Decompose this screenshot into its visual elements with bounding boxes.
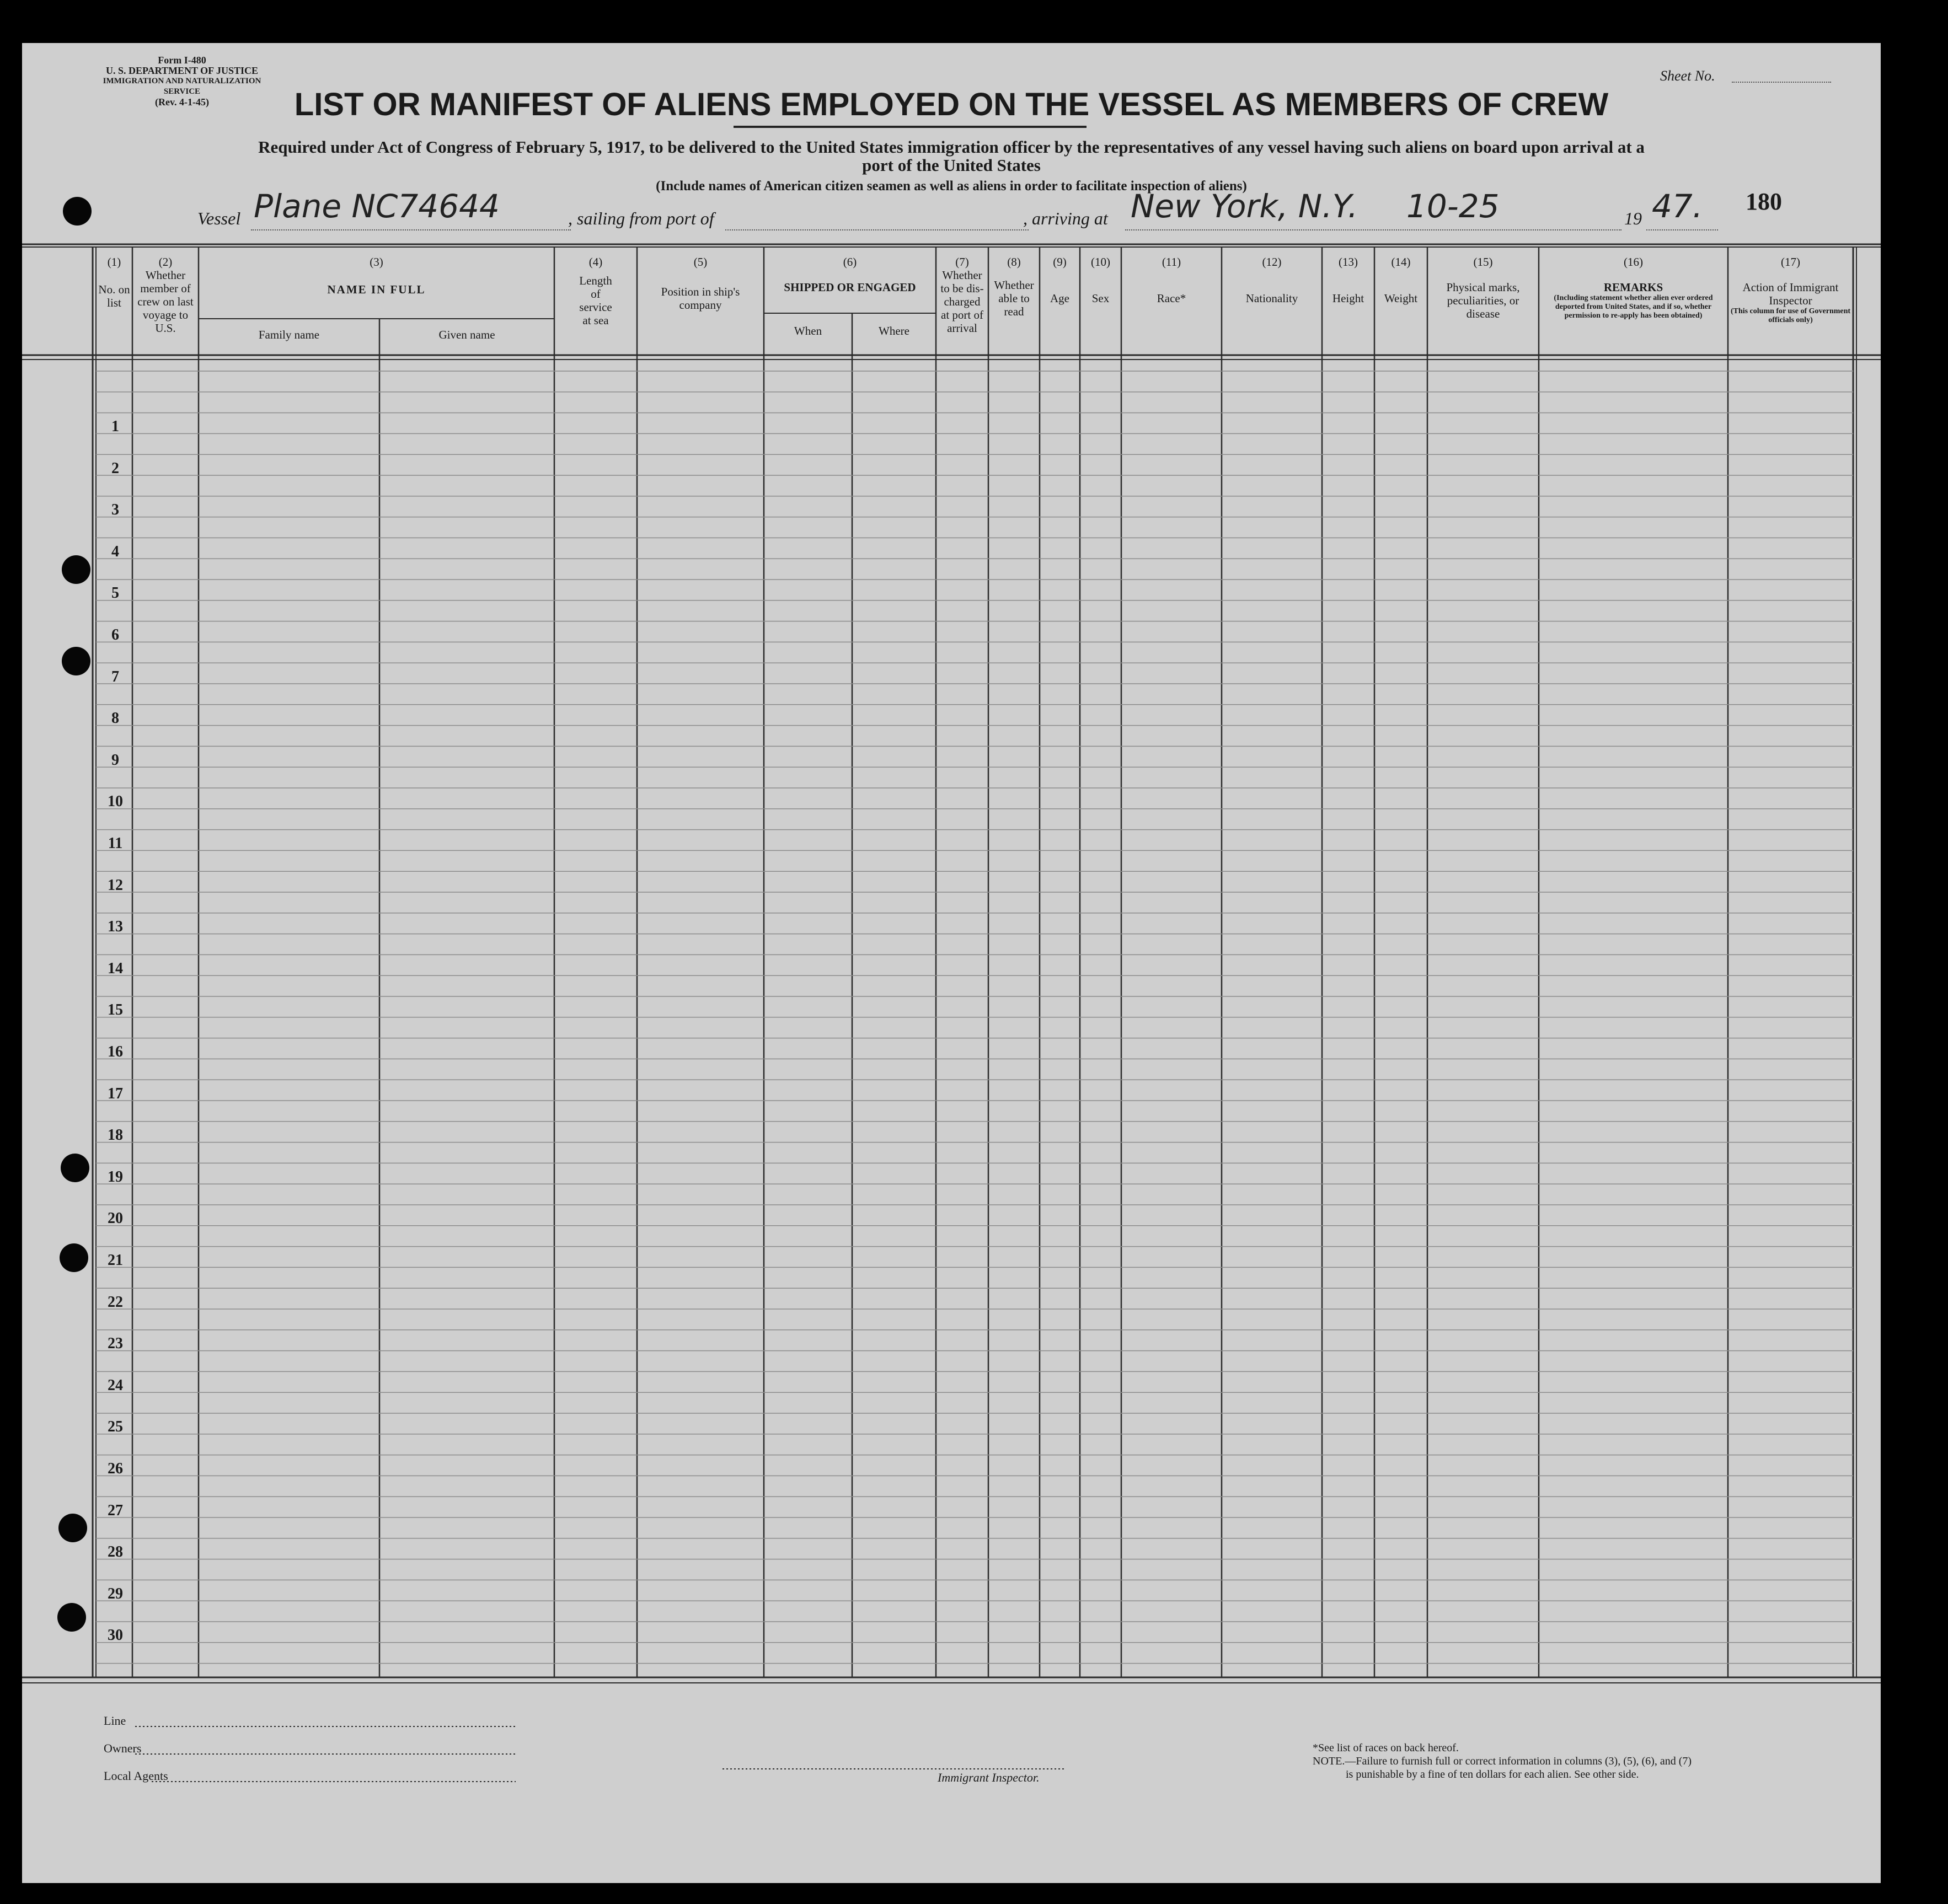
col-11-number: (11) — [1162, 255, 1181, 269]
row-number: 15 — [108, 1001, 123, 1019]
row-number: 3 — [111, 501, 119, 519]
row-number: 4 — [111, 543, 119, 560]
col-17-number: (17) — [1781, 255, 1800, 269]
year-prefix: 19 — [1624, 208, 1642, 228]
punch-hole — [63, 197, 92, 226]
col-3-header — [199, 255, 554, 296]
col-8-label: Whether able to read — [994, 278, 1034, 318]
punch-hole — [58, 1514, 87, 1542]
footer-note — [1313, 1741, 1692, 1781]
row-number: 8 — [111, 710, 119, 727]
include-note: (Include names of American citizen seamen as well as aliens in order to facilitate inspection of aliens) — [656, 179, 1247, 194]
row-number: 5 — [111, 584, 119, 602]
row-number: 10 — [108, 793, 123, 811]
row-number: 13 — [108, 918, 123, 936]
punch-hole — [62, 647, 90, 675]
sailing-label: , sailing from port of — [568, 208, 714, 228]
row-number: 9 — [111, 751, 119, 769]
col-17-header — [1728, 255, 1853, 325]
subtitle-line-2: port of the United States — [862, 155, 1041, 175]
form-number: Form I-480 — [158, 55, 206, 66]
col-10-header — [1080, 255, 1121, 305]
row-number: 12 — [108, 876, 123, 894]
col-12-header — [1222, 255, 1322, 305]
service: IMMIGRATION AND NATURALIZATION SERVICE — [103, 77, 261, 96]
col-5-number: (5) — [693, 255, 708, 269]
arriving-value[interactable]: New York, N.Y. — [1131, 187, 1358, 225]
col-10-label: Sex — [1091, 292, 1110, 305]
year-value[interactable]: 47. — [1652, 187, 1703, 225]
col-4-number: (4) — [588, 255, 603, 269]
col-17-note: (This column for use of Government officials only) — [1730, 307, 1851, 324]
col-7-header — [936, 255, 988, 335]
col-16-label: REMARKS — [1603, 281, 1663, 294]
col-9-number: (9) — [1053, 255, 1067, 269]
row-number: 26 — [108, 1460, 123, 1477]
col-4-header — [554, 255, 637, 327]
row-number: 25 — [108, 1418, 123, 1436]
col-13-label: Height — [1332, 292, 1364, 305]
col-2-label: Whether member of crew on last voyage to U.S. — [137, 269, 194, 335]
col-6-header — [764, 255, 936, 294]
col-17-label: Action of Immigrant Inspector — [1742, 281, 1839, 307]
row-number: 17 — [108, 1085, 123, 1102]
col-5-label: Position in ship's company — [661, 285, 740, 312]
date-value[interactable]: 10-25 — [1406, 187, 1500, 225]
page-stamp: 180 — [1746, 188, 1782, 215]
col-3-family: Family name — [258, 328, 320, 341]
punch-hole — [57, 1603, 86, 1632]
page-title: LIST OR MANIFEST OF ALIENS EMPLOYED ON THE VESSEL AS MEMBERS OF CREW — [294, 87, 1609, 122]
col-4-label: Length of service at sea — [579, 274, 612, 327]
row-number: 28 — [108, 1543, 123, 1561]
races-note: *See list of races on back hereof. — [1313, 1742, 1459, 1754]
col-6-where: Where — [879, 324, 909, 337]
col-11-header — [1121, 255, 1222, 305]
col-10-number: (10) — [1091, 255, 1110, 269]
local-agents-label: Local Agents — [104, 1769, 168, 1783]
col-16-note: (Including statement whether alien ever ordered deported from United States, and if so, whether permission to re-apply has been obtained) — [1554, 294, 1713, 320]
owners-label: Owners — [104, 1741, 142, 1755]
col-7-label: Whether to be dis-charged at port of arrival — [940, 269, 984, 335]
row-number: 27 — [108, 1501, 123, 1519]
punch-hole — [60, 1243, 88, 1272]
row-number: 1 — [111, 418, 119, 435]
col-6-number: (6) — [843, 255, 857, 269]
row-number: 23 — [108, 1335, 123, 1353]
arriving-label: , arriving at — [1023, 208, 1108, 228]
col-3-label: NAME IN FULL — [327, 283, 426, 296]
col-8-number: (8) — [1007, 255, 1021, 269]
col-2-number: (2) — [158, 255, 173, 269]
row-number: 29 — [108, 1585, 123, 1602]
row-number: 19 — [108, 1168, 123, 1186]
row-number: 22 — [108, 1293, 123, 1311]
penalty-note-1: NOTE.—Failure to furnish full or correct information in columns (3), (5), (6), and (7) — [1313, 1755, 1692, 1767]
col-1-number: (1) — [107, 255, 121, 269]
sheet-no-label: Sheet No. — [1660, 68, 1715, 84]
line-label: Line — [104, 1714, 126, 1728]
col-1-label: No. on list — [98, 283, 130, 309]
row-number: 16 — [108, 1043, 123, 1060]
manifest-sheet — [22, 43, 1881, 1883]
col-15-label: Physical marks, peculiarities, or disease — [1446, 281, 1520, 320]
col-12-number: (12) — [1262, 255, 1282, 269]
col-6-label: SHIPPED OR ENGAGED — [784, 281, 916, 294]
row-number: 20 — [108, 1210, 123, 1227]
vessel-label: Vessel — [197, 208, 241, 228]
penalty-note-2: is punishable by a fine of ten dollars for each alien. See other side. — [1346, 1768, 1639, 1780]
row-number: 30 — [108, 1627, 123, 1644]
department: U. S. DEPARTMENT OF JUSTICE — [105, 65, 259, 76]
punch-hole — [61, 1154, 89, 1182]
row-number: 18 — [108, 1127, 123, 1144]
col-8-header — [988, 255, 1040, 318]
punch-hole — [62, 555, 90, 584]
col-9-label: Age — [1050, 292, 1069, 305]
col-13-number: (13) — [1339, 255, 1358, 269]
col-14-label: Weight — [1384, 292, 1418, 305]
revision: (Rev. 4-1-45) — [155, 96, 209, 108]
col-14-number: (14) — [1391, 255, 1411, 269]
col-3-given: Given name — [438, 328, 495, 341]
row-number: 21 — [108, 1252, 123, 1269]
col-15-number: (15) — [1473, 255, 1493, 269]
col-14-header — [1374, 255, 1427, 305]
col-15-header — [1427, 255, 1539, 320]
row-number: 14 — [108, 959, 123, 977]
row-number: 2 — [111, 459, 119, 477]
col-5-header — [637, 255, 764, 312]
col-7-number: (7) — [955, 255, 969, 269]
row-number: 24 — [108, 1376, 123, 1394]
row-number: 6 — [111, 626, 119, 643]
col-13-header — [1322, 255, 1374, 305]
vessel-value[interactable]: Plane NC74644 — [254, 187, 500, 225]
col-12-label: Nationality — [1245, 292, 1298, 305]
row-number: 11 — [108, 835, 123, 852]
col-9-header — [1040, 255, 1080, 305]
col-11-label: Race* — [1157, 292, 1186, 305]
subtitle-line-1: Required under Act of Congress of February 5, 1917, to be delivered to the United States immigration officer by the representatives of any vessel having such aliens on board upon arrival at a — [258, 137, 1645, 157]
row-number: 7 — [111, 668, 119, 685]
immigrant-inspector-label: Immigrant Inspector. — [938, 1771, 1040, 1784]
col-3-number: (3) — [370, 255, 383, 269]
col-2-header — [133, 255, 197, 335]
col-1-header — [96, 255, 132, 309]
col-16-number: (16) — [1624, 255, 1643, 269]
col-16-header — [1539, 255, 1728, 320]
col-6-when: When — [794, 324, 822, 337]
